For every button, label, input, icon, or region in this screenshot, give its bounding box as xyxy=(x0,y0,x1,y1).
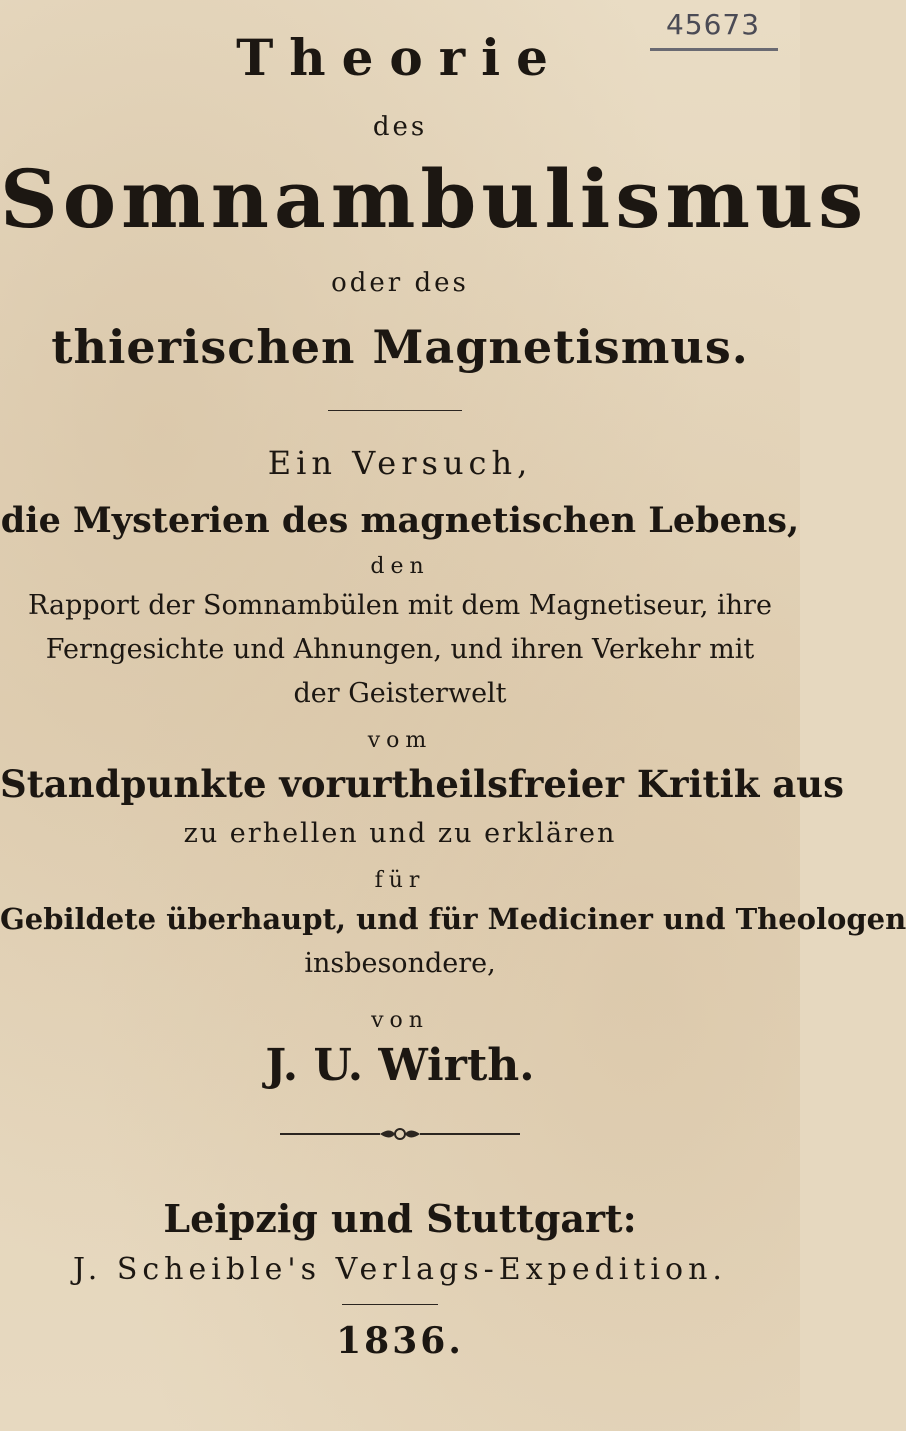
subtitle-standpunkte: Standpunkte vorurtheilsfreier Kritik aus xyxy=(0,762,844,806)
imprint-place: Leipzig und Stuttgart: xyxy=(163,1196,637,1241)
title-word-theorie: Theorie xyxy=(236,28,564,87)
imprint-publisher: J. Scheible's Verlags-Expedition. xyxy=(73,1252,727,1287)
title-thierischen-magnetismus: thierischen Magnetismus. xyxy=(51,320,749,374)
subtitle-rapport: Rapport der Somnambülen mit dem Magnetiseur, ihre xyxy=(28,590,772,621)
divider-rule-bottom xyxy=(342,1304,438,1305)
divider-rule-top xyxy=(328,410,462,411)
imprint-year: 1836. xyxy=(336,1320,464,1362)
subtitle-ein-versuch: Ein Versuch, xyxy=(267,444,533,482)
subtitle-fuer: für xyxy=(374,868,426,893)
subtitle-mysterien: die Mysterien des magnetischen Lebens, xyxy=(0,500,800,541)
subtitle-erhellen: zu erhellen und zu erklären xyxy=(183,818,617,849)
subtitle-vom: vom xyxy=(367,728,433,753)
subtitle-insbesondere: insbesondere, xyxy=(304,948,496,979)
title-word-des: des xyxy=(372,112,428,142)
subtitle-den: den xyxy=(370,554,430,579)
title-somnambulismus: Somnambulismus xyxy=(0,152,869,246)
subtitle-ferngesichte: Ferngesichte und Ahnungen, und ihren Verkehr mit xyxy=(45,634,755,665)
title-oder-des: oder des xyxy=(331,268,469,298)
ornamental-divider xyxy=(280,1124,520,1144)
library-shelfmark: 45673 xyxy=(665,8,761,41)
author-name: J. U. Wirth. xyxy=(265,1040,535,1091)
subtitle-gebildete: Gebildete überhaupt, und für Mediciner und Theologen xyxy=(0,902,906,936)
author-von: von xyxy=(371,1008,429,1033)
subtitle-geisterwelt: der Geisterwelt xyxy=(293,678,507,709)
